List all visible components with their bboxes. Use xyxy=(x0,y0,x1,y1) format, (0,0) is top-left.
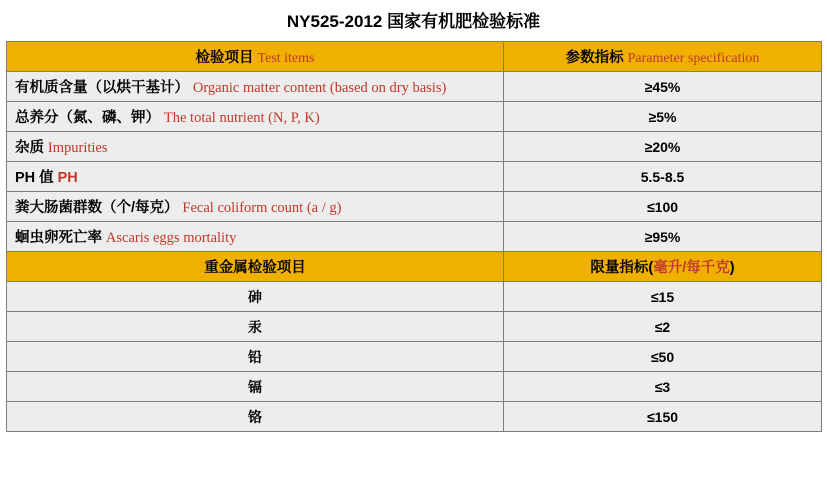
standards-table xyxy=(6,41,822,432)
table-row xyxy=(7,342,822,372)
subheader-limit-prefix: 限量指标( xyxy=(590,260,654,276)
row-item-cell xyxy=(7,192,504,222)
row-item-en: Fecal coliform count (a / g) xyxy=(182,200,342,216)
table-row xyxy=(7,162,822,192)
row-item-cn: 杂质 xyxy=(15,140,44,156)
metal-value-cell: ≤2 xyxy=(504,312,822,342)
row-value-cell: ≥95% xyxy=(504,222,822,252)
row-item-cell xyxy=(7,72,504,102)
metal-value-cell: ≤50 xyxy=(504,342,822,372)
row-item-cn: 有机质含量（以烘干基计） xyxy=(15,80,189,96)
table-row xyxy=(7,402,822,432)
subheader-cell-limit xyxy=(504,252,822,282)
row-item-cn: 蛔虫卵死亡率 xyxy=(15,230,102,246)
row-item-cn: PH 值 xyxy=(15,170,54,186)
row-item-en: Ascaris eggs mortality xyxy=(105,230,237,246)
subheader-limit-unit: 毫升/每千克 xyxy=(653,260,730,276)
row-value-cell: ≥20% xyxy=(504,132,822,162)
row-value-cell: ≥45% xyxy=(504,72,822,102)
row-value-cell: 5.5-8.5 xyxy=(504,162,822,192)
subheader-limit-suffix: ) xyxy=(729,260,735,276)
metal-item-cell: 镉 xyxy=(7,372,504,402)
header-cell-test-items xyxy=(7,42,504,72)
row-item-cell xyxy=(7,162,504,192)
table-row xyxy=(7,312,822,342)
table-row xyxy=(7,192,822,222)
table-row xyxy=(7,132,822,162)
row-value-cell: ≤100 xyxy=(504,192,822,222)
table-row xyxy=(7,282,822,312)
row-value-cell: ≥5% xyxy=(504,102,822,132)
header-parameter-cn: 参数指标 xyxy=(565,50,624,66)
row-item-en: PH xyxy=(57,170,78,186)
table-row xyxy=(7,102,822,132)
page-title: NY525-2012 国家有机肥检验标准 xyxy=(286,12,541,31)
metal-item-cell: 铅 xyxy=(7,342,504,372)
table-row xyxy=(7,72,822,102)
table-subheader-row xyxy=(7,252,822,282)
row-item-cn: 粪大肠菌群数（个/每克） xyxy=(15,200,179,216)
row-item-cn: 总养分（氮、磷、钾） xyxy=(15,110,160,126)
metal-item-cell: 汞 xyxy=(7,312,504,342)
metal-item-cell: 砷 xyxy=(7,282,504,312)
header-test-items-en: Test items xyxy=(257,51,315,66)
header-cell-parameter xyxy=(504,42,822,72)
metal-value-cell: ≤3 xyxy=(504,372,822,402)
table-row xyxy=(7,372,822,402)
row-item-cell xyxy=(7,222,504,252)
row-item-en: The total nutrient (N, P, K) xyxy=(163,110,320,126)
table-row xyxy=(7,222,822,252)
row-item-cell xyxy=(7,102,504,132)
metal-item-cell: 铬 xyxy=(7,402,504,432)
header-parameter-en: Parameter specification xyxy=(627,51,760,66)
row-item-en: Organic matter content (based on dry basis) xyxy=(192,80,447,96)
metal-value-cell: ≤150 xyxy=(504,402,822,432)
table-header-row xyxy=(7,42,822,72)
subheader-cell-heavy-metals: 重金属检验项目 xyxy=(7,252,504,282)
row-item-cell xyxy=(7,132,504,162)
row-item-en: Impurities xyxy=(47,140,108,156)
metal-value-cell: ≤15 xyxy=(504,282,822,312)
header-test-items-cn: 检验项目 xyxy=(195,50,254,66)
